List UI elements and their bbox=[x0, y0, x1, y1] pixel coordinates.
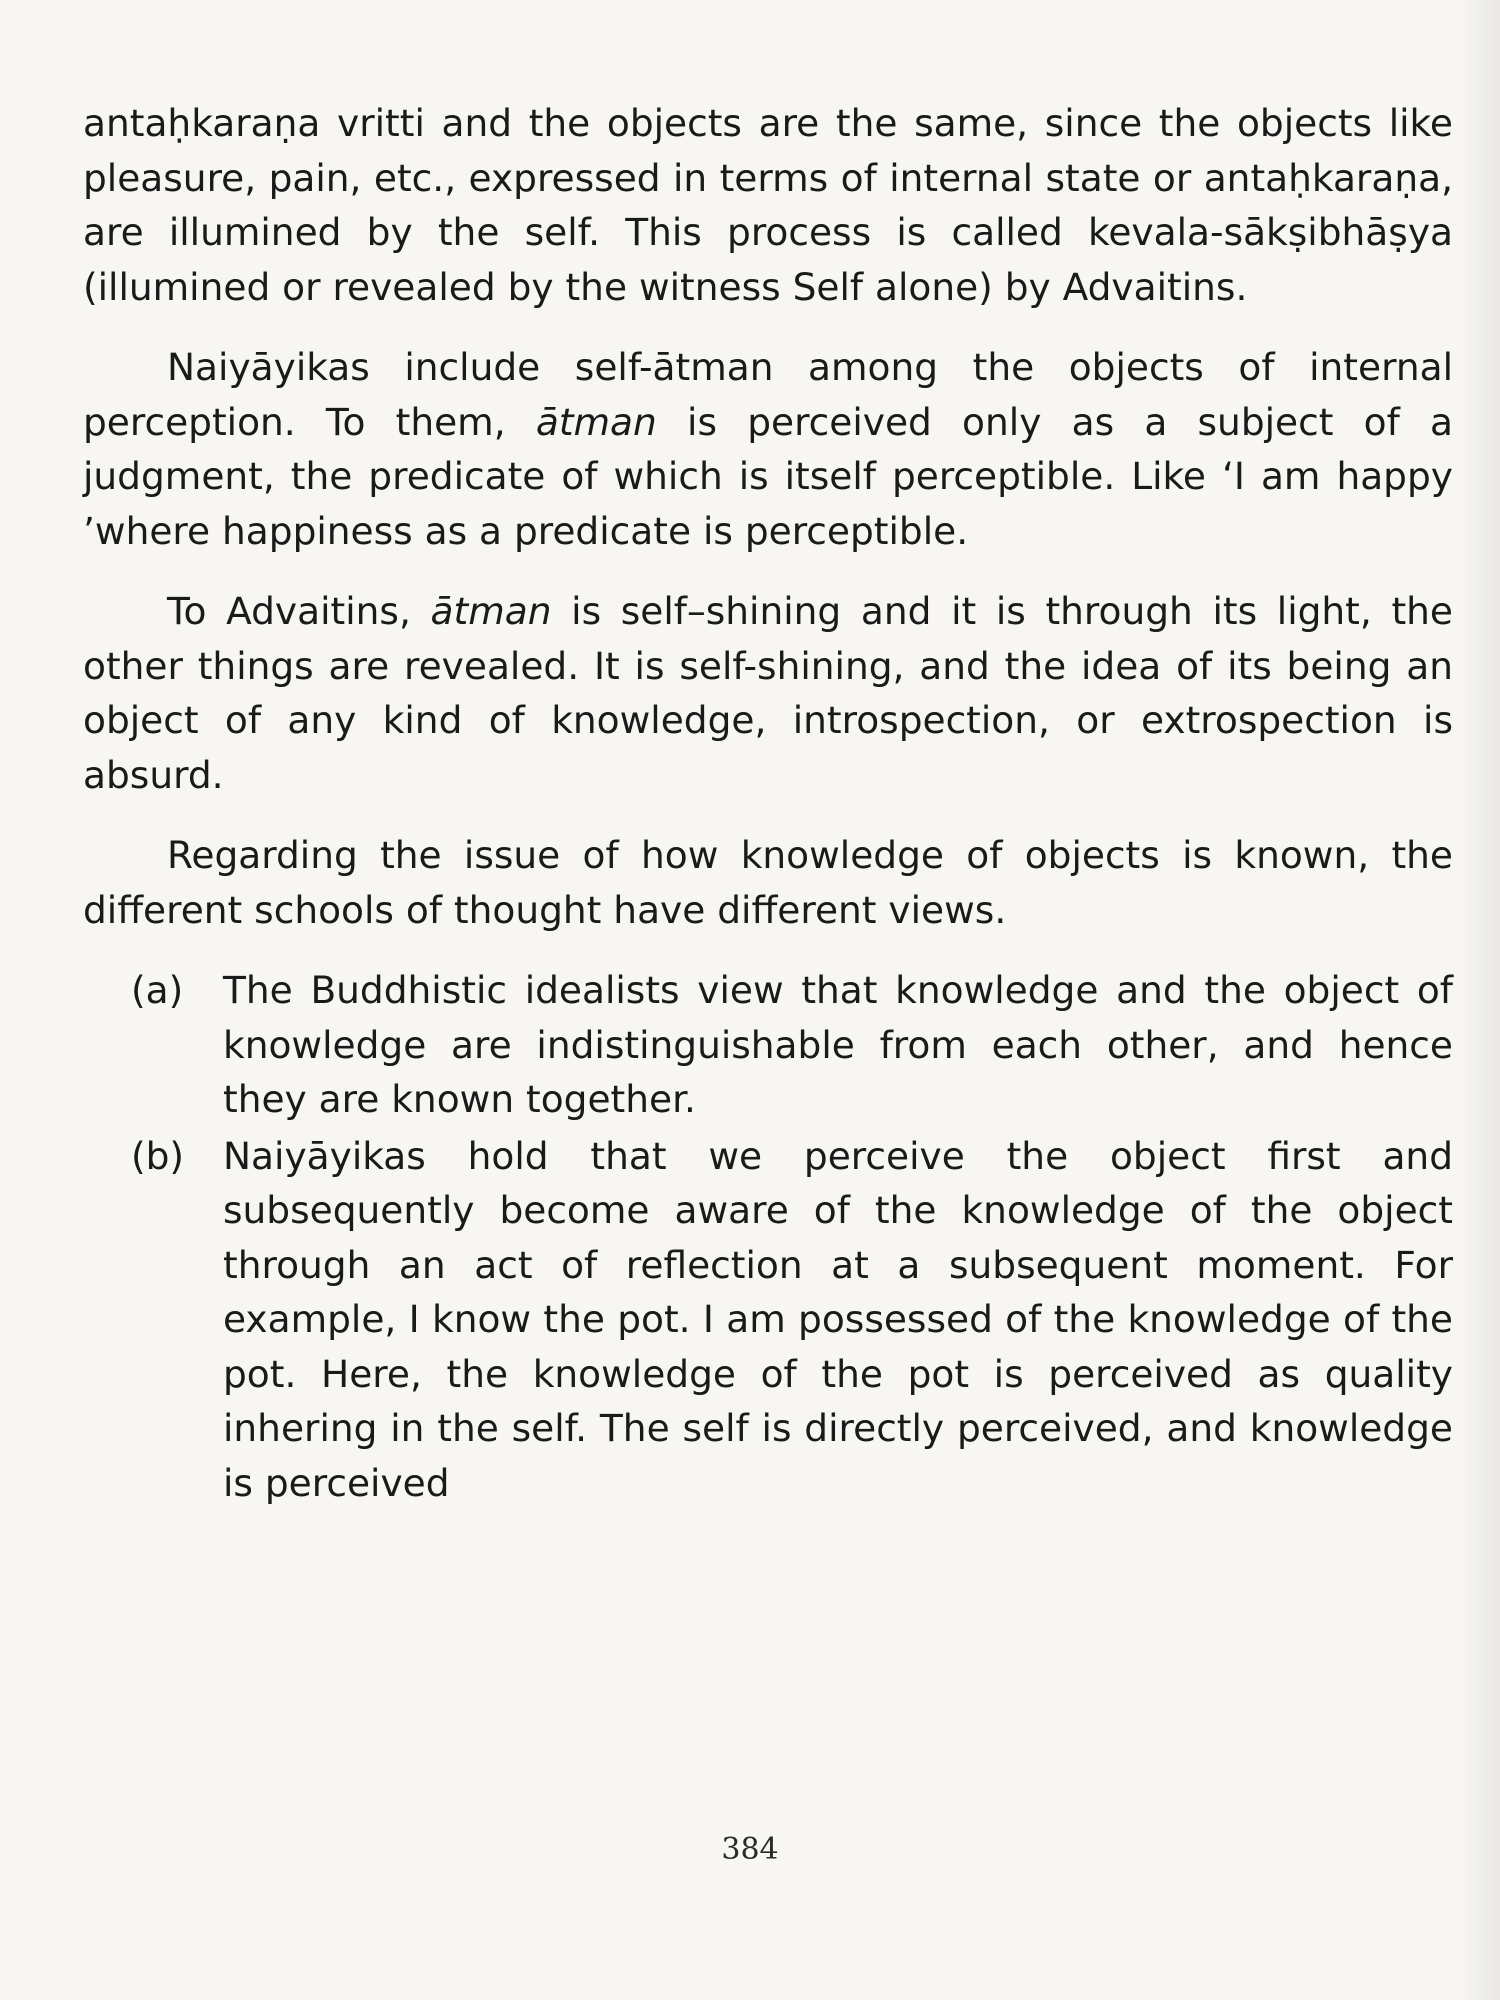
paragraph-3-pre: To Advaitins, bbox=[167, 589, 431, 633]
paragraph-3-emphasis: ātman bbox=[430, 589, 552, 633]
paragraph-2-post: is perceived only as a subject of a judgment, the predicate of which is itself perceptible. Like ‘I am happy ’where happiness as a predicate is perceptible. bbox=[83, 399, 1453, 553]
views-list bbox=[83, 963, 1453, 1510]
paragraph-1: antaḥkaraṇa vritti and the objects are the same, since the objects like pleasure, pain, etc., expressed in terms of internal state or antaḥkaraṇa, are illumined by the self. This process is called kevala-sākṣibhāṣya (illumined or revealed by the witness Self alone) by Advaitins. bbox=[83, 101, 1453, 309]
list-text-b: Naiyāyikas hold that we perceive the object first and subsequently become aware of the knowledge of the object through an act of reflection at a subsequent moment. For example, I know the pot. I am possessed of the knowledge of the pot. Here, the knowledge of the pot is perceived as quality inhering in the self. The self is directly perceived, and knowledge is perceived bbox=[223, 1133, 1453, 1505]
paragraph-2 bbox=[83, 340, 1453, 558]
page-number: 384 bbox=[721, 1832, 779, 1867]
paragraph-2-emphasis: ātman bbox=[535, 399, 657, 444]
list-item-a bbox=[83, 963, 1453, 1127]
list-marker-b: (b) bbox=[131, 1133, 185, 1178]
page-body bbox=[83, 96, 1453, 1512]
paragraph-3 bbox=[83, 584, 1453, 802]
list-marker-a: (a) bbox=[131, 968, 184, 1012]
page-edge-shadow bbox=[1460, 0, 1500, 2000]
paragraph-2-pre: Naiyāyikas include self-ātman among the objects of internal perception. To them, bbox=[83, 345, 1453, 444]
paragraph-3-post: is self–shining and it is through its light, the other things are revealed. It is self-shining, and the idea of its being an object of any kind of knowledge, introspection, or extrospection is absurd. bbox=[83, 589, 1453, 797]
list-text-a: The Buddhistic idealists view that knowledge and the object of knowledge are indistinguishable from each other, and hence they are known together. bbox=[223, 968, 1453, 1121]
paragraph-4: Regarding the issue of how knowledge of objects is known, the different schools of thought have different views. bbox=[83, 833, 1453, 932]
list-item-b bbox=[83, 1129, 1453, 1511]
